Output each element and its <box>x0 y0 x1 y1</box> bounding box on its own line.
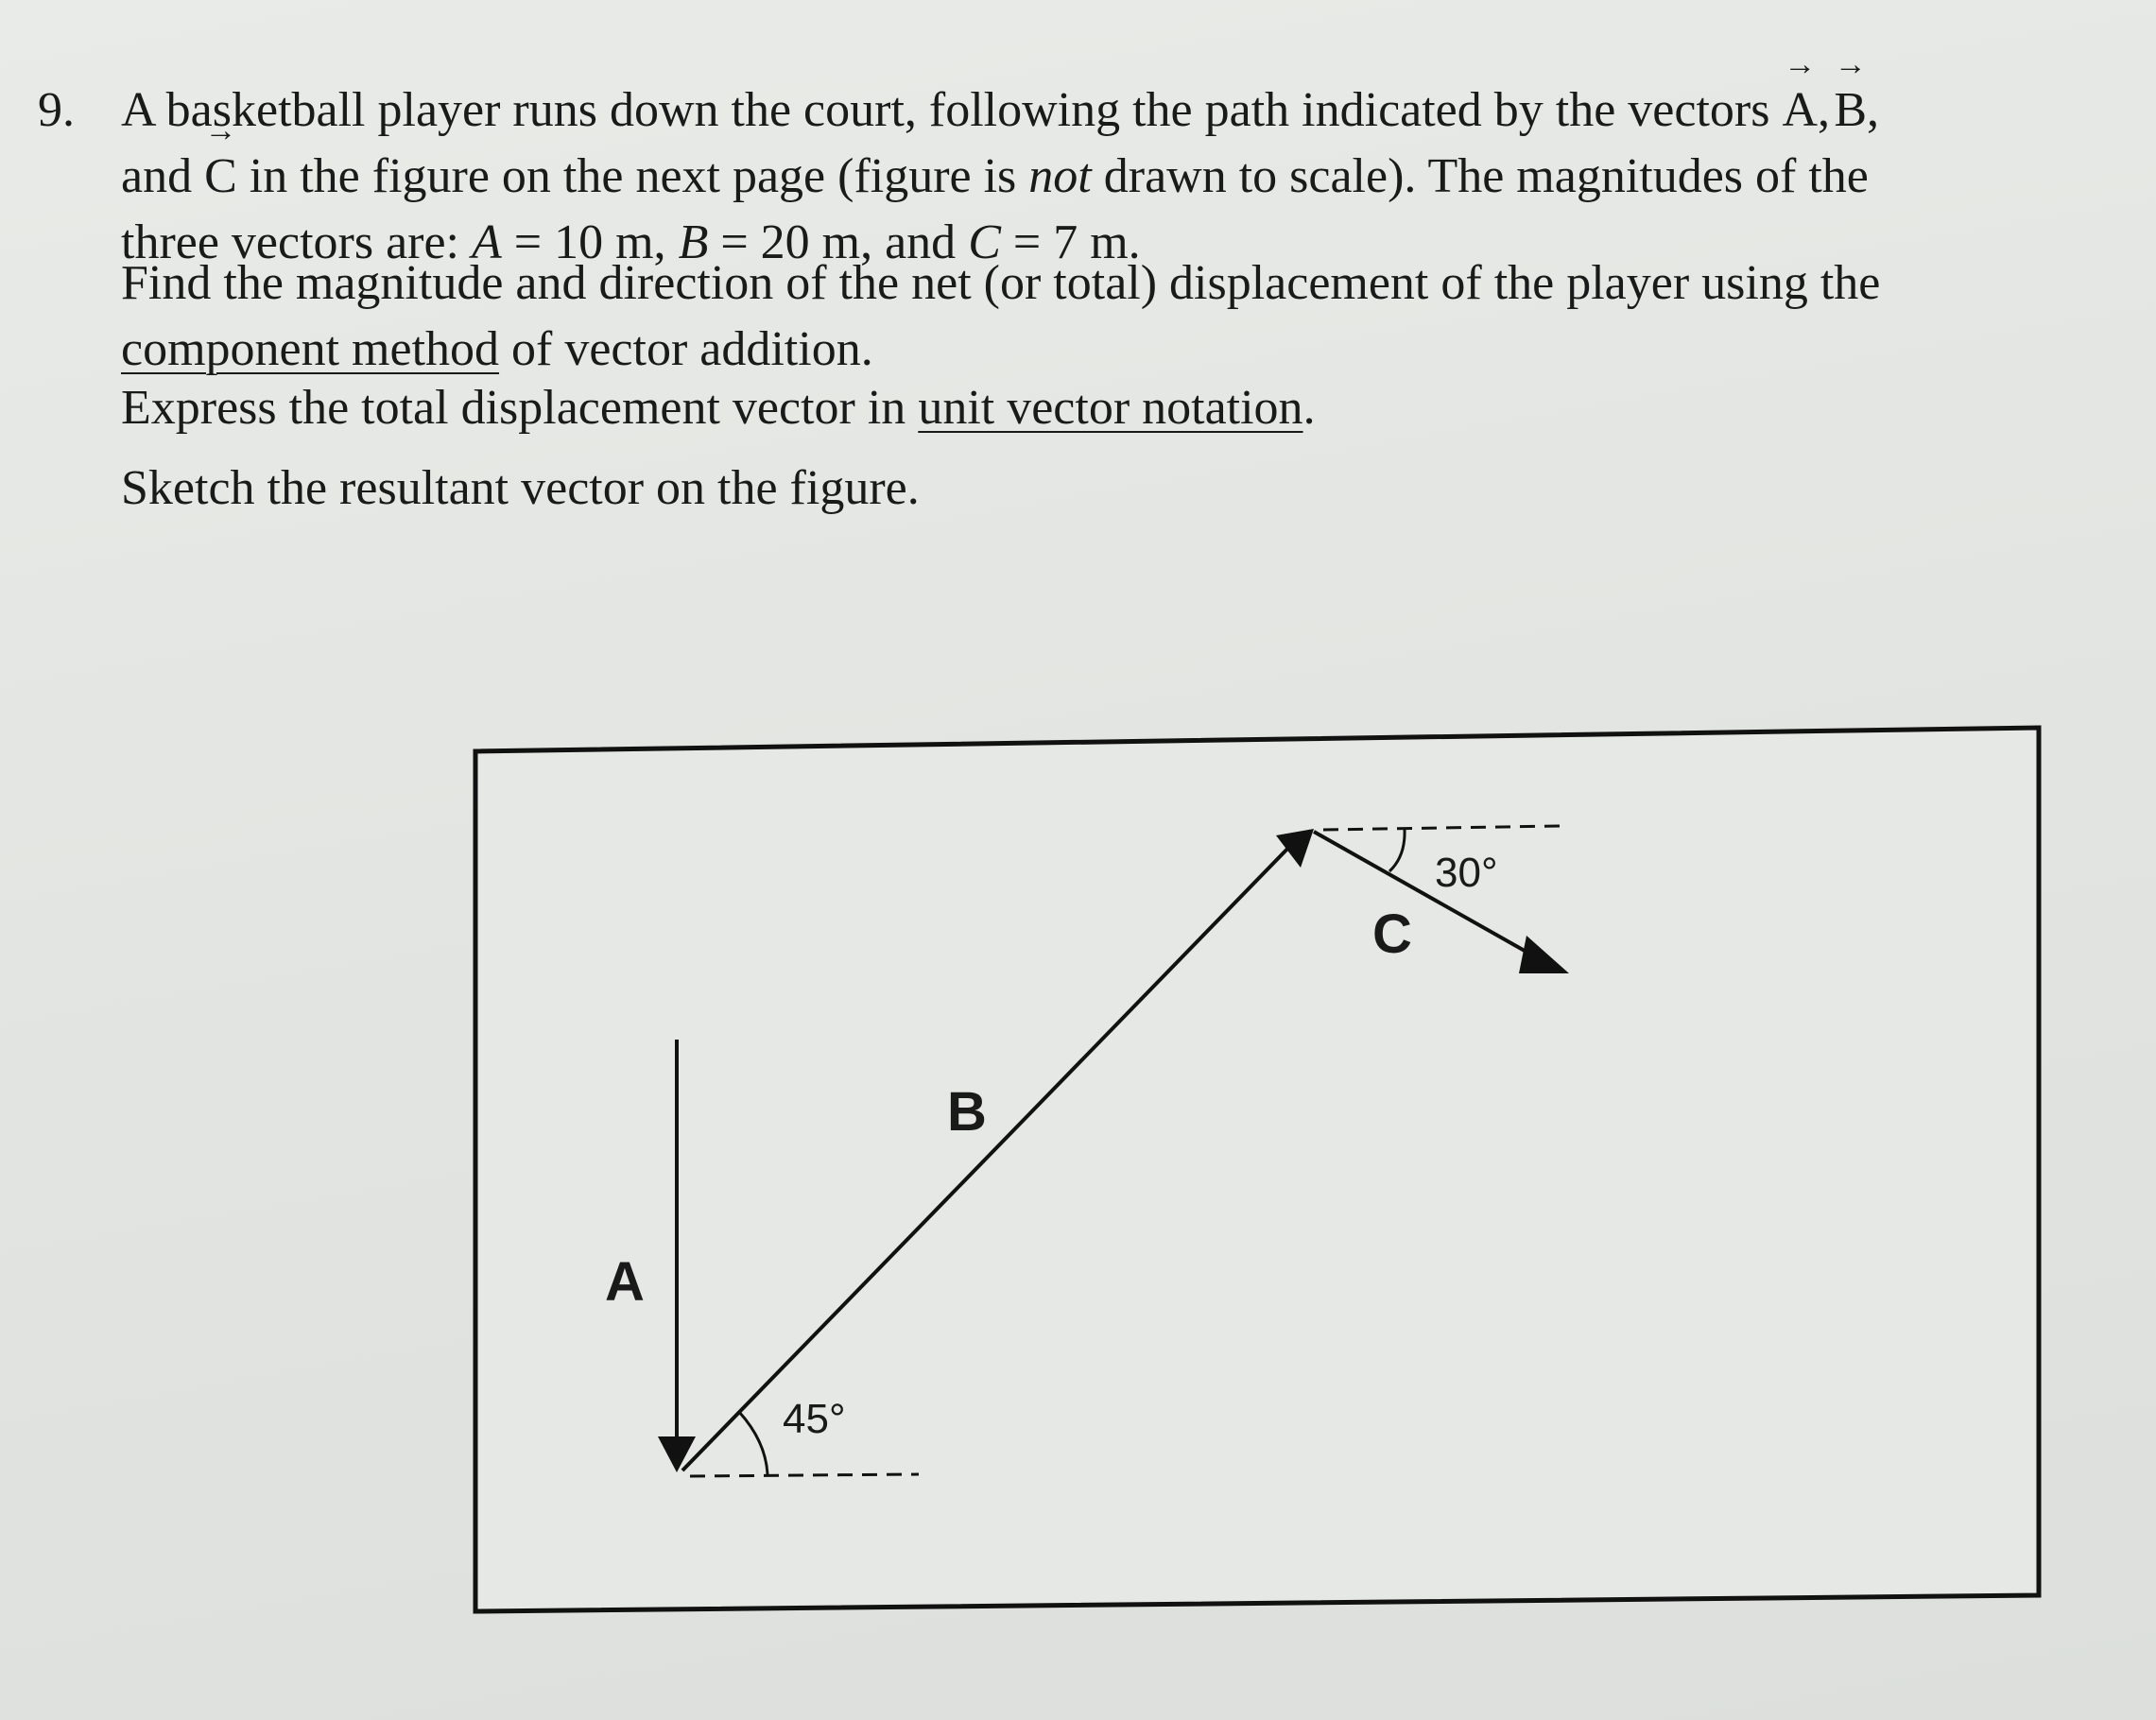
component-method-link-text: component method <box>121 322 500 376</box>
vector-a-symbol: → A <box>1782 77 1818 144</box>
figure-frame <box>475 728 2039 1611</box>
angle-label-30: 30° <box>1435 850 1498 896</box>
problem-intro: A basketball player runs down the court, following the path indicated by the vectors → A, → B, and → C in the figure on the next page (figure is not drawn to scale). The magnitudes of the three vectors are: A = 10 m, B = 20 m, and C = 7 m. <box>121 77 2011 276</box>
label-a: A <box>605 1251 645 1313</box>
magnitude-b-value: = 20 m, and <box>708 215 969 269</box>
magnitude-a-symbol: A <box>472 215 502 269</box>
sketch-instruction: Sketch the resultant vector on the figure. <box>121 461 920 515</box>
magnitude-a-value: = 10 m, <box>501 215 679 269</box>
problem-number: 9. <box>38 83 75 137</box>
label-b: B <box>947 1081 987 1143</box>
express-instruction: Express the total displacement vector in unit vector notation. <box>121 381 1316 435</box>
find-instruction: Find the magnitude and direction of the net (or total) displacement of the player using the component method of vector addition. <box>121 256 1881 376</box>
not-emphasis: not <box>1028 149 1092 203</box>
vector-b-symbol: → B <box>1834 77 1867 144</box>
magnitude-b-symbol: B <box>678 215 709 269</box>
magnitude-c-value: = 7 m. <box>1000 215 1141 269</box>
angle-label-45: 45° <box>783 1396 846 1442</box>
label-c: C <box>1372 903 1412 965</box>
vector-c-symbol: → C <box>204 144 237 210</box>
unit-vector-notation-text: unit vector notation <box>918 381 1303 435</box>
magnitude-c-symbol: C <box>968 215 1001 269</box>
